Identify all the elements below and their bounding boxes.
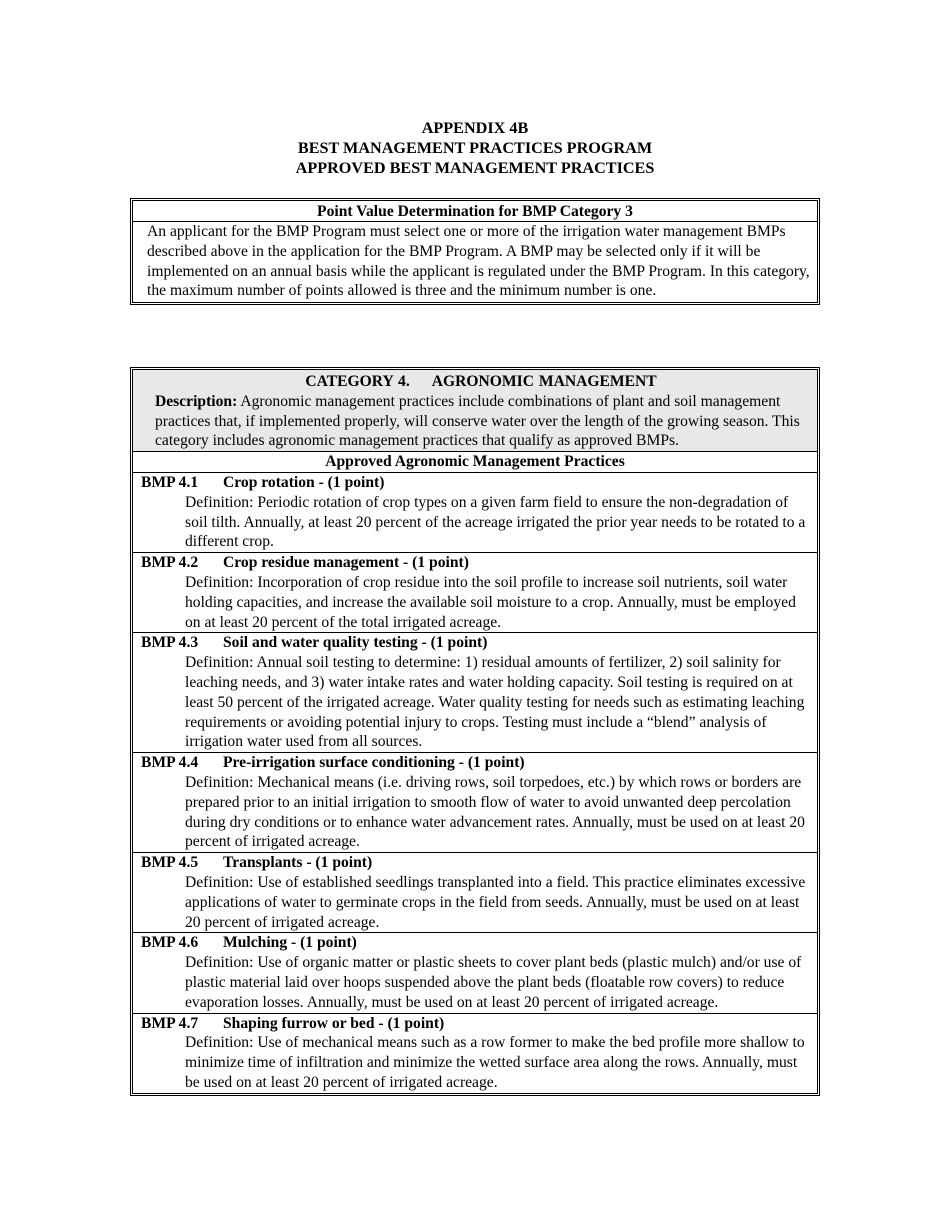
bmp-number: BMP 4.4 <box>141 754 199 772</box>
description-label: Description: <box>155 392 238 410</box>
appendix-title: APPENDIX 4B <box>421 119 529 137</box>
bmp-title <box>133 753 817 773</box>
bmp-definition: Definition: Use of established seedlings transplanted into a field. This practice eliminates excessive applications of water to germinate crops in the field from seeds. Annually, must be used on at least 20 percent of irrigated acreage. <box>185 873 806 931</box>
description-text: Agronomic management practices include combinations of plant and soil management practices that, if implemented properly, will conserve water over the length of the growing season. This category includes agronomic management practices that qualify as approved BMPs. <box>155 392 800 450</box>
bmp-name: Crop residue management - (1 point) <box>223 554 469 572</box>
category-4-description <box>155 392 807 451</box>
bmp-definition: Definition: Incorporation of crop residue into the soil profile to increase soil nutrients, soil water holding capacities, and increase the available soil moisture to a crop. Annually, must be employed on at least 20 percent of the total irrigated acreage. <box>185 573 796 631</box>
category-3-body: An applicant for the BMP Program must select one or more of the irrigation water management BMPs described above in the application for the BMP Program. A BMP may be selected only if it will be implemented on an annual basis while the applicant is regulated under the BMP Program. In this category, the maximum number of points allowed is three and the minimum number is one. <box>147 223 810 300</box>
category-4-header <box>133 370 817 451</box>
bmp-definition: Definition: Annual soil testing to determine: 1) residual amounts of fertilizer, 2) soil salinity for leaching needs, and 3) water intake rates and water holding capacity. Soil testing is required on at least 50 percent of the irrigated acreage. Water quality testing for needs such as estimating leaching requirements or avoiding potential injury to crops. Testing must include a “blend” analysis of irrigation water used from all sources. <box>185 654 805 751</box>
bmp-definition: Definition: Mechanical means (i.e. driving rows, soil torpedoes, etc.) by which rows or borders are prepared prior to an initial irrigation to smooth flow of water to avoid unwanted deep percolation during dry conditions or to enhance water advancement rates. Annually, must be used on at least 20 percent of irrigated acreage. <box>185 773 805 851</box>
bmp-title <box>133 633 817 653</box>
bmp-row <box>133 633 817 753</box>
bmp-name: Transplants - (1 point) <box>223 854 373 872</box>
bmp-row <box>133 933 817 1013</box>
bmp-number: BMP 4.6 <box>141 934 199 952</box>
bmp-number: BMP 4.7 <box>141 1014 199 1032</box>
bmp-definition: Definition: Periodic rotation of crop types on a given farm field to ensure the non-degradation of soil tilth. Annually, at least 20 percent of the acreage irrigated the prior year needs to be rotated to a different crop. <box>185 493 806 551</box>
category-3-point-value-box <box>130 198 820 305</box>
bmp-number: BMP 4.1 <box>141 473 199 491</box>
bmp-title <box>133 553 817 573</box>
bmp-title <box>133 1014 817 1034</box>
category-4-table <box>130 367 820 1096</box>
category-4-label: CATEGORY 4. <box>305 373 410 390</box>
bmp-name: Pre-irrigation surface conditioning - (1 point) <box>223 754 525 772</box>
bmp-row <box>133 853 817 933</box>
document-header <box>0 119 950 178</box>
bmp-name: Mulching - (1 point) <box>223 934 357 952</box>
bmp-row <box>133 1014 817 1093</box>
bmp-number: BMP 4.2 <box>141 554 199 572</box>
bmp-number: BMP 4.3 <box>141 634 199 652</box>
bmp-title <box>133 473 817 493</box>
bmp-title <box>133 853 817 873</box>
bmp-row <box>133 553 817 633</box>
category-4-title <box>155 370 807 392</box>
category-4-name: AGRONOMIC MANAGEMENT <box>431 373 657 390</box>
bmp-row <box>133 473 817 553</box>
practices-title: APPROVED BEST MANAGEMENT PRACTICES <box>295 158 655 177</box>
bmp-name: Crop rotation - (1 point) <box>223 473 385 491</box>
bmp-number: BMP 4.5 <box>141 854 199 872</box>
bmp-row <box>133 753 817 853</box>
category-3-title: Point Value Determination for BMP Category 3 <box>133 201 817 222</box>
program-title: BEST MANAGEMENT PRACTICES PROGRAM <box>297 138 653 157</box>
bmp-definition: Definition: Use of mechanical means such as a row former to make the bed profile more shallow to minimize time of infiltration and minimize the wetted surface area along the rows. Annually, must be used on at least 20 percent of irrigated acreage. <box>185 1034 805 1091</box>
bmp-title <box>133 933 817 953</box>
bmp-name: Soil and water quality testing - (1 point) <box>223 634 488 652</box>
approved-practices-heading: Approved Agronomic Management Practices <box>133 451 817 473</box>
bmp-name: Shaping furrow or bed - (1 point) <box>223 1014 445 1032</box>
bmp-definition: Definition: Use of organic matter or plastic sheets to cover plant beds (plastic mulch) and/or use of plastic material laid over hoops suspended above the plant beds (floatable row covers) to reduce evaporation losses. Annually, must be used on at least 20 percent of irrigated acreage. <box>185 954 802 1011</box>
